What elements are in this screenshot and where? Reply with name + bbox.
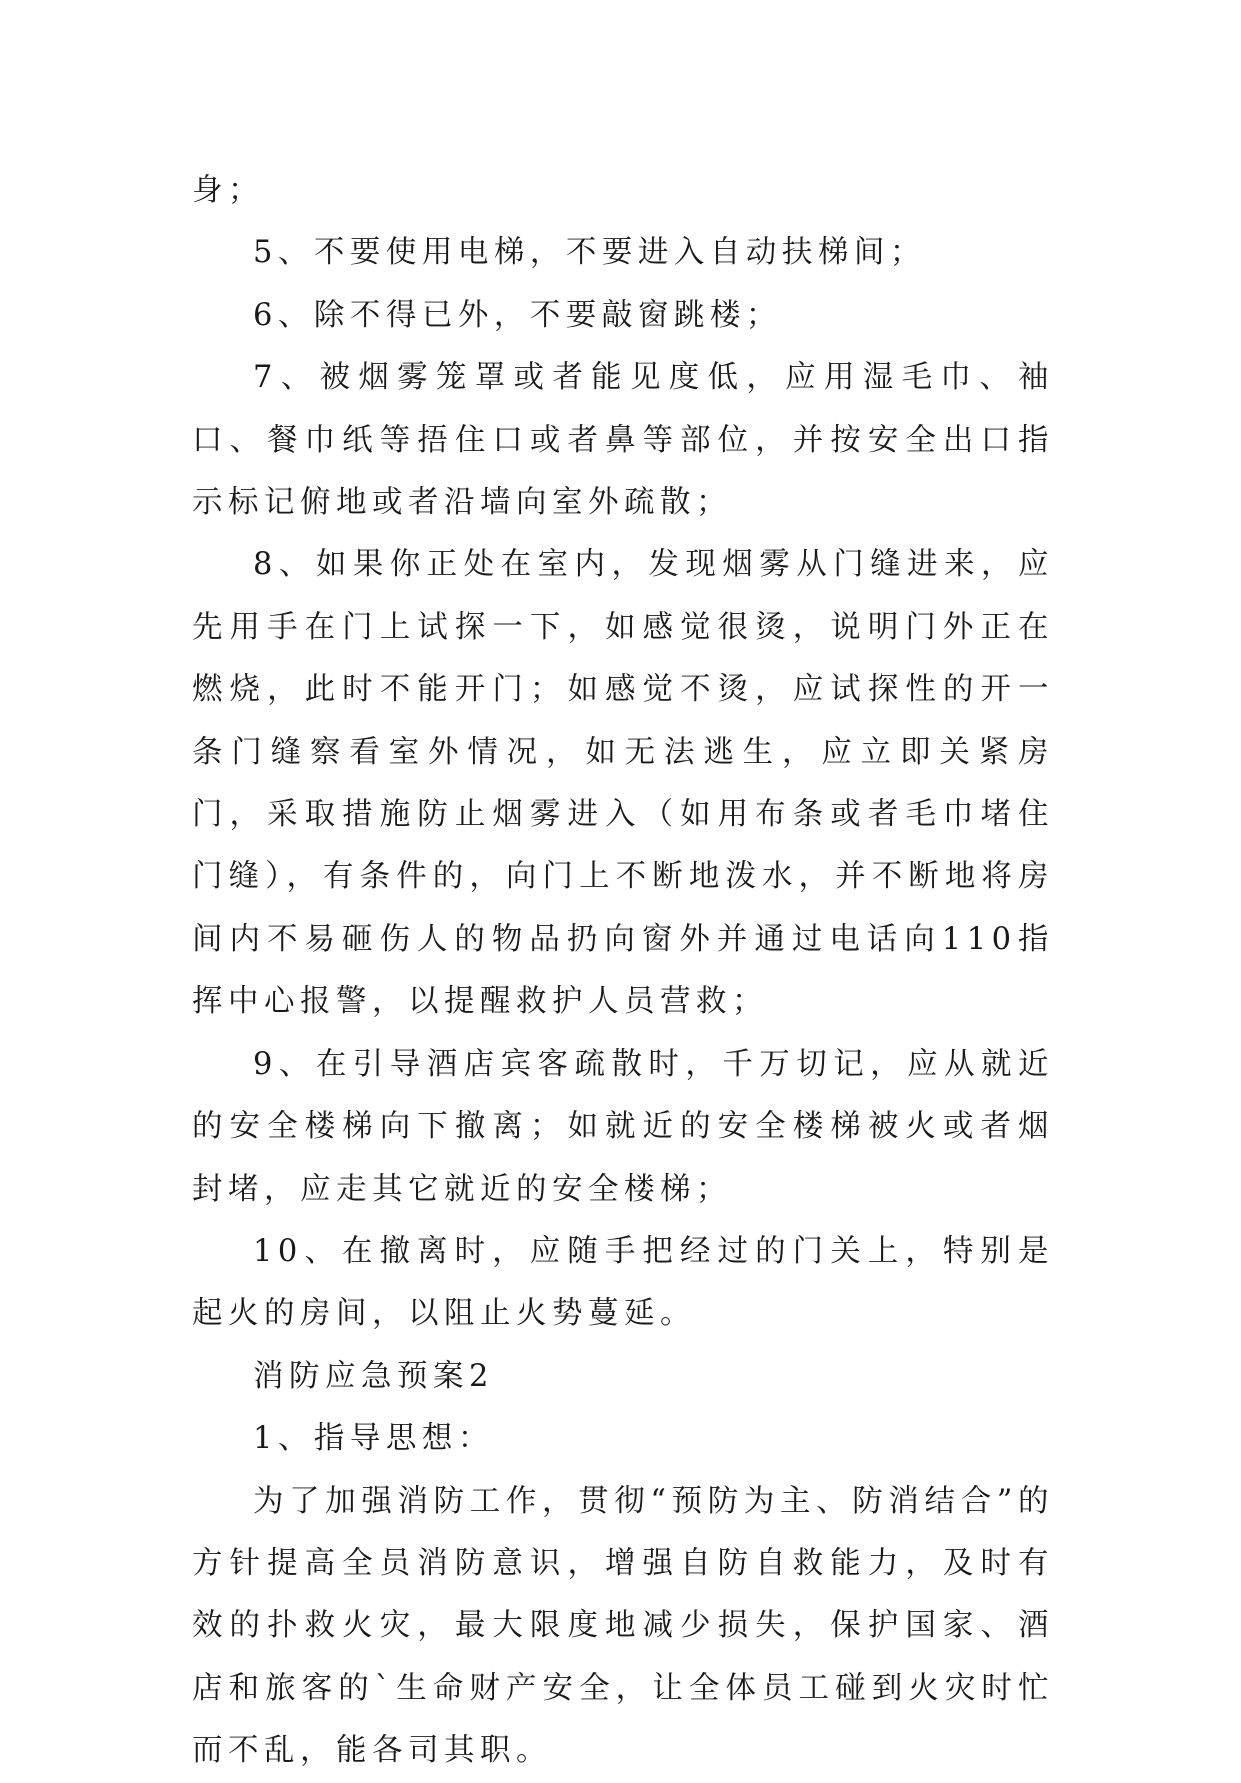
- paragraph-continuation: 身；: [192, 173, 264, 208]
- section-heading: 消防应急预案2: [253, 1358, 494, 1394]
- paragraph-item-9: 9、在引导酒店宾客疏散时，千万切记，应从就近的安全楼梯向下撤离；如就近的安全楼梯被火或者烟封堵，应走其它就近的安全楼梯；: [192, 1046, 1054, 1207]
- paragraph-item-7: 7、被烟雾笼罩或者能见度低，应用湿毛巾、袖口、餐巾纸等捂住口或者鼻等部位，并按安全出口指示标记俯地或者沿墙向室外疏散；: [192, 360, 1054, 521]
- paragraph-item-10: 10、在撤离时，应随手把经过的门关上，特别是起火的房间，以阻止火势蔓延。: [192, 1233, 1054, 1332]
- paragraph-item-6: 6、除不得已外，不要敲窗跳楼；: [253, 297, 782, 333]
- paragraph-item-8: 8、如果你正处在室内，发现烟雾从门缝进来，应先用手在门上试探一下，如感觉很烫，说明门外正在燃烧，此时不能开门；如感觉不烫，应试探性的开一条门缝察看室外情况，如无法逃生，应立即关紧房门，采取措施防止烟雾进入（如用布条或者毛巾堵住门缝），有条件的，向门上不断地泼水，并不断地将房间内不易砸伤人的物品扔向窗外并通过电话向110指挥中心报警，以提醒救护人员营救；: [192, 547, 1054, 1020]
- paragraph-item-5: 5、不要使用电梯，不要进入自动扶梯间；: [253, 235, 926, 271]
- document-body: [192, 160, 1054, 1783]
- paragraph-guiding-thought: 为了加强消防工作，贯彻“预防为主、防消结合”的方针提高全员消防意识，增强自防自救能力，及时有效的扑救火灾，最大限度地减少损失，保护国家、酒店和旅客的`生命财产安全，让全体员工碰到火灾时忙而不乱，能各司其职。: [192, 1483, 1054, 1769]
- subsection-heading: 1、指导思想：: [253, 1421, 494, 1457]
